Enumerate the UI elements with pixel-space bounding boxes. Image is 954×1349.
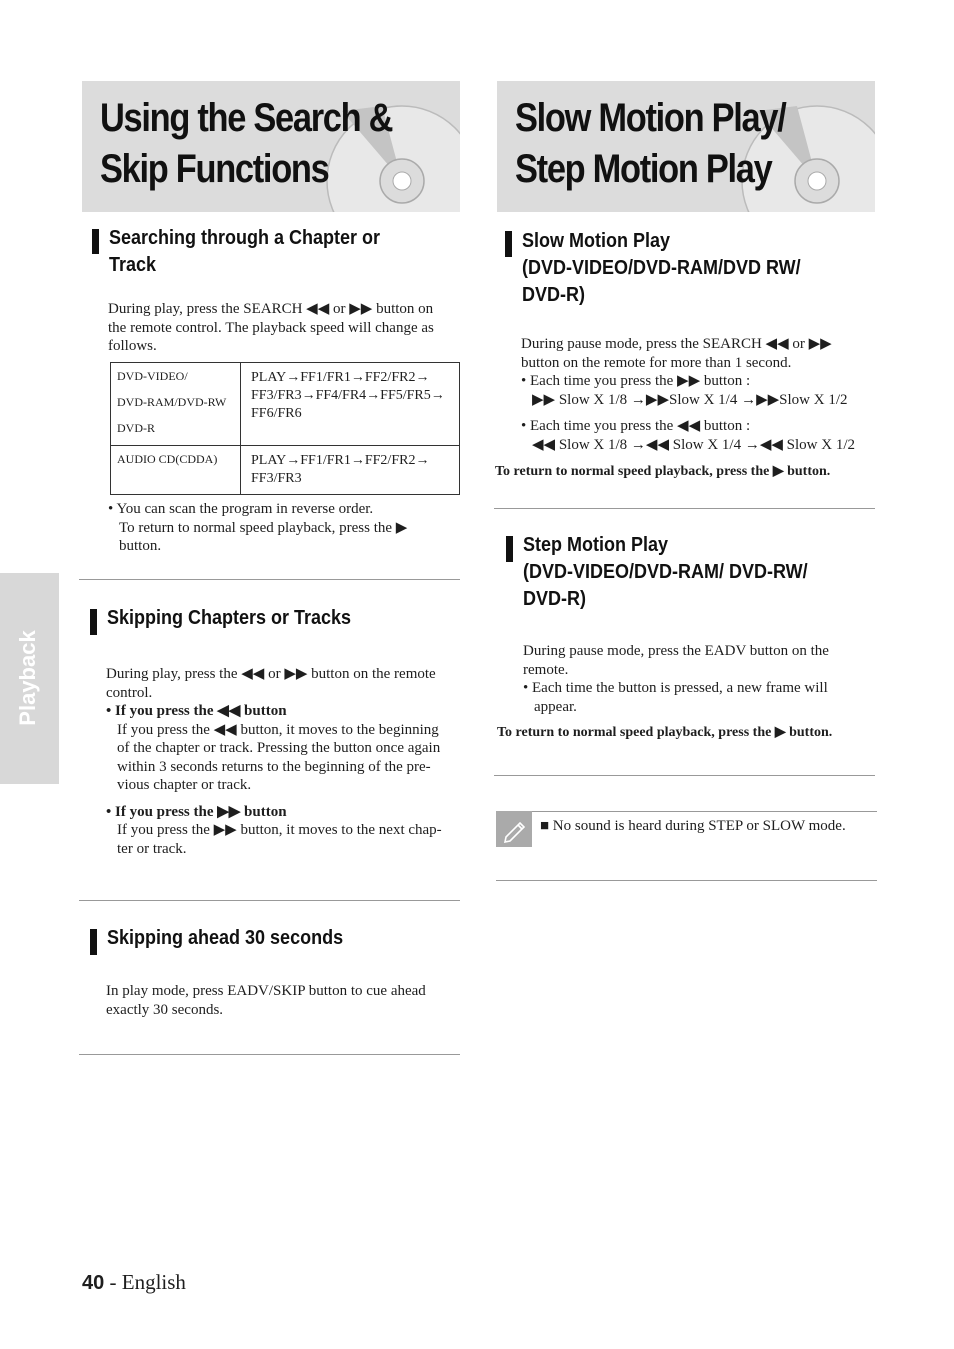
divider xyxy=(496,880,877,881)
page-footer xyxy=(82,1268,186,1297)
divider xyxy=(494,775,875,776)
search-section-title: Searching through a Chapter or Track xyxy=(109,227,381,276)
table-cell-label: DVD-VIDEO/ DVD-RAM/DVD-RW DVD-R xyxy=(111,363,241,446)
page-language: - English xyxy=(104,1270,186,1294)
page-number: 40 xyxy=(82,1272,105,1294)
table-cell-label: AUDIO CD(CDDA) xyxy=(111,446,241,495)
section-marker xyxy=(505,231,512,257)
step-section-title: Step Motion Play (DVD-VIDEO/DVD-RAM/ DVD-RW/ DVD-R) xyxy=(523,534,808,610)
speed-table xyxy=(110,362,460,495)
table-row xyxy=(111,446,460,495)
left-header-title: Using the Search & Skip Functions xyxy=(100,96,393,191)
skip-body: During play, press the ◀◀ or ▶▶ button on the remote control. • If you press the ◀◀ button If you press the ◀◀ button, it moves to the beginning of the chapter or track. Pressing the button once again within 3 seconds returns to the beginning of the pre- vious chapter or track. • If you press the ▶▶ button If you press the ▶▶ button, it moves to the next chap- ter or track. xyxy=(106,666,442,857)
right-header-banner xyxy=(497,81,875,212)
slow-section-title: Slow Motion Play (DVD-VIDEO/DVD-RAM/DVD RW/ DVD-R) xyxy=(522,230,801,306)
divider xyxy=(79,1054,460,1055)
search-intro: During play, press the SEARCH ◀◀ or ▶▶ button on the remote control. The playback speed will change as follows. xyxy=(108,301,434,354)
divider xyxy=(532,811,877,812)
slow-body: During pause mode, press the SEARCH ◀◀ or ▶▶ button on the remote for more than 1 second. • Each time you press the ▶▶ button : ▶▶ Slow X 1/8 →▶▶Slow X 1/4 →▶▶Slow X 1/2 • Each time you press the ◀◀ button : ◀◀ Slow X 1/8 →◀◀ Slow X 1/4 →◀◀ Slow X 1/2 xyxy=(521,336,855,453)
side-tab-label: Playback xyxy=(15,630,40,726)
section-marker xyxy=(90,929,97,955)
step-return-note: To return to normal speed playback, press the ▶ button. xyxy=(497,725,833,740)
table-cell-value: PLAY→FF1/FR1→FF2/FR2→ FF3/FR3→FF4/FR4→FF5/FR5→ FF6/FR6 xyxy=(241,363,460,446)
step-body: During pause mode, press the EADV button on the remote. • Each time the button is pressed, a new frame will appear. xyxy=(523,643,829,715)
table-row xyxy=(111,363,460,446)
skip-section-title: Skipping Chapters or Tracks xyxy=(107,607,352,629)
note-text: ■ No sound is heard during STEP or SLOW mode. xyxy=(540,818,846,834)
search-notes: • You can scan the program in reverse order. To return to normal speed playback, press the ▶ button. xyxy=(108,501,408,554)
left-header-banner xyxy=(82,81,460,212)
ahead-body: In play mode, press EADV/SKIP button to cue ahead exactly 30 seconds. xyxy=(106,983,426,1018)
section-marker xyxy=(90,609,97,635)
right-header-title: Slow Motion Play/ Step Motion Play xyxy=(515,96,786,191)
divider xyxy=(494,508,875,509)
section-marker xyxy=(92,229,99,254)
note-pencil-icon xyxy=(496,811,532,847)
slow-return-note: To return to normal speed playback, press the ▶ button. xyxy=(495,464,831,479)
ahead-section-title: Skipping ahead 30 seconds xyxy=(107,927,344,949)
table-cell-value: PLAY→FF1/FR1→FF2/FR2→ FF3/FR3 xyxy=(241,446,460,495)
section-marker xyxy=(506,536,513,562)
divider xyxy=(79,900,460,901)
side-tab xyxy=(0,573,59,784)
divider xyxy=(79,579,460,580)
